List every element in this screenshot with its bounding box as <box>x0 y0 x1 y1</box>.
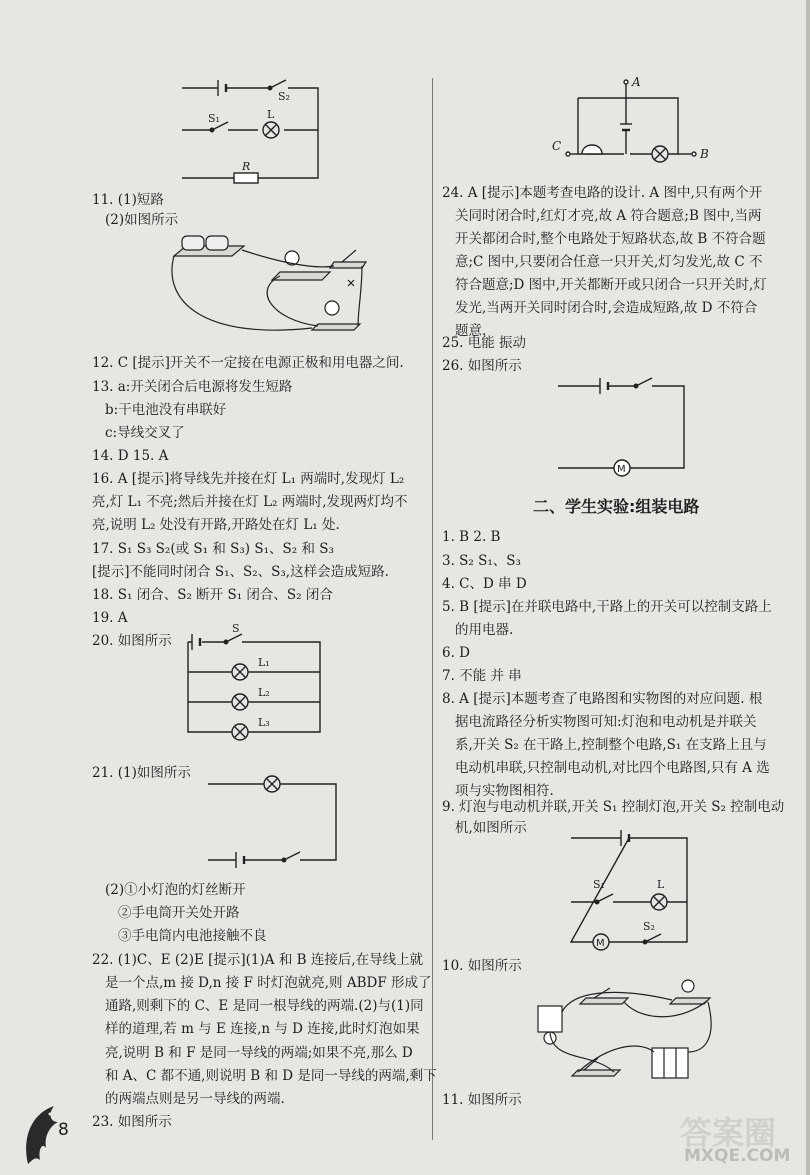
answer-q24-4: 意;C 图中,只要闭合任意一只开关,灯匀发光,故 C 不 <box>455 254 763 270</box>
answer-q17-1: 17. S₁ S₃ S₂(或 S₁ 和 S₃) S₁、S₂ 和 S₃ <box>92 541 334 557</box>
circuit-diagram-q20 <box>180 620 330 750</box>
answer-q25: 25. 电能 振动 <box>442 335 527 351</box>
answer-q11-1: 11. (1)短路 <box>92 192 164 208</box>
label-r: R <box>242 160 251 173</box>
answer-q16-3: 亮,说明 L₂ 处没有开路,开路处在灯 L₁ 处. <box>92 517 340 533</box>
label-a: A <box>632 75 641 89</box>
answer-s3: 3. S₂ S₁、S₃ <box>442 553 521 569</box>
answer-q24-2: 关同时闭合时,红灯才亮,故 A 符合题意;B 图中,当两 <box>455 208 762 224</box>
watermark-brand: 答案圈 <box>680 1114 777 1152</box>
answer-s8-4: 电动机串联,只控制电动机,对比四个电路图,只有 A 选 <box>455 760 770 776</box>
answer-s8-1: 8. A [提示]本题考查了电路图和实物图的对应问题. 根 <box>442 691 763 707</box>
label-b: B <box>700 147 709 161</box>
answer-q13c: c:导线交叉了 <box>105 425 185 441</box>
answer-q11-2: (2)如图所示 <box>105 212 179 228</box>
answer-s1-2: 1. B 2. B <box>442 529 501 545</box>
label-l2: L₂ <box>258 686 270 699</box>
answer-s8-5: 项与实物图相符. <box>455 783 554 799</box>
section-title: 二、学生实验:组装电路 <box>533 497 700 516</box>
answer-s9-1: 9. 灯泡与电动机并联,开关 S₁ 控制灯泡,开关 S₂ 控制电动 <box>442 799 785 815</box>
label-s2-s9: S₂ <box>643 920 655 933</box>
answer-s9-2: 机,如图所示 <box>455 820 527 836</box>
answer-q24-3: 开关都闭合时,整个电路处于短路状态,故 B 不符合题 <box>455 231 766 247</box>
label-l-s9: L <box>657 878 665 891</box>
answer-q24-7: 题意. <box>455 323 487 339</box>
answer-s11: 11. 如图所示 <box>442 1092 522 1108</box>
answer-q22-2: 是一个点,m 接 D,n 接 F 时灯泡就亮,则 ABDF 形成了 <box>105 975 432 991</box>
label-l1: L₁ <box>258 656 270 669</box>
label-m-s9: M <box>596 938 605 949</box>
answer-q22-6: 和 A、C 都不通,则说明 B 和 D 是同一导线的两端,剩下 <box>105 1068 437 1084</box>
label-m-26: M <box>617 464 626 475</box>
answer-q21-4: ③手电筒内电池接触不良 <box>118 928 267 944</box>
answer-q22-5: 亮,说明 B 和 F 是同一导线的两端;如果不亮,那么 D <box>105 1045 413 1061</box>
answer-q20: 20. 如图所示 <box>92 633 172 649</box>
answer-q16-1: 16. A [提示]将导线先并接在灯 L₁ 两端时,发现灯 L₂ <box>92 471 405 487</box>
circuit-diagram-q24 <box>548 74 718 174</box>
answer-s7: 7. 不能 并 串 <box>442 668 522 684</box>
answer-s8-2: 据电流路径分析实物图可知:灯泡和电动机是并联关 <box>455 714 757 730</box>
answer-s8-3: 系,开关 S₂ 在干路上,控制整个电路,S₁ 在支路上且与 <box>455 737 767 753</box>
answer-s10: 10. 如图所示 <box>442 958 522 974</box>
answer-s6: 6. D <box>442 645 470 661</box>
answer-q13b: b:干电池没有串联好 <box>105 402 227 418</box>
answer-q24-1: 24. A [提示]本题考查电路的设计. A 图中,只有两个开 <box>442 185 763 201</box>
label-s1: S₁ <box>208 112 220 125</box>
wiring-diagram-q11 <box>162 220 372 345</box>
wiring-diagram-s10 <box>532 972 722 1087</box>
watermark-site: MXQE.COM <box>684 1146 791 1166</box>
circuit-diagram-q21 <box>200 768 345 868</box>
answer-q24-5: 符合题意;D 图中,开关都断开或只闭合一只开关时,灯 <box>455 277 767 293</box>
answer-q22-7: 的两端点则是另一导线的两端. <box>105 1091 285 1107</box>
label-l: L <box>267 108 275 121</box>
answer-q19: 19. A <box>92 610 128 626</box>
answer-s4: 4. C、D 串 D <box>442 576 527 592</box>
column-divider <box>432 78 433 1140</box>
page-number: 8 <box>58 1120 69 1140</box>
answer-q22-3: 通路,则剩下的 C、E 是同一根导线的两端.(2)与(1)同 <box>105 998 424 1014</box>
page-edge <box>806 0 810 1175</box>
answer-q16-2: 亮,灯 L₁ 不亮;然后并接在灯 L₂ 两端时,发现两灯均不 <box>92 494 408 510</box>
circuit-diagram-q10 <box>170 70 330 190</box>
label-c: C <box>552 139 562 153</box>
answer-q22-4: 样的道理,若 m 与 E 连接,n 与 D 连接,此时灯泡如果 <box>105 1021 420 1037</box>
answer-s5-2: 的用电器. <box>455 622 514 638</box>
answer-q21-2: (2)①小灯泡的灯丝断开 <box>105 882 246 898</box>
answer-q23: 23. 如图所示 <box>92 1114 172 1130</box>
answer-q12: 12. C [提示]开关不一定接在电源正极和用电器之间. <box>92 355 404 371</box>
answer-s5-1: 5. B [提示]在并联电路中,干路上的开关可以控制支路上 <box>442 599 772 615</box>
answer-q21-3: ②手电筒开关处开路 <box>118 905 240 921</box>
answer-q13: 13. a:开关闭合后电源将发生短路 <box>92 379 293 395</box>
answer-q17-2: [提示]不能同时闭合 S₁、S₂、S₃,这样会造成短路. <box>92 564 389 580</box>
answer-q21-1: 21. (1)如图所示 <box>92 765 191 781</box>
answer-q24-6: 发光,当两开关同时闭合时,会造成短路,故 D 不符合 <box>455 300 758 316</box>
label-s1-s9: S₁ <box>593 878 605 891</box>
label-s: S <box>232 622 240 635</box>
circuit-diagram-s9 <box>565 830 695 955</box>
answer-q14-15: 14. D 15. A <box>92 448 169 464</box>
label-s2: S₂ <box>278 90 290 103</box>
answer-q18: 18. S₁ 闭合、S₂ 断开 S₁ 闭合、S₂ 闭合 <box>92 587 333 603</box>
answer-q22-1: 22. (1)C、E (2)E [提示](1)A 和 B 连接后,在导线上就 <box>92 952 424 968</box>
answer-q26: 26. 如图所示 <box>442 358 522 374</box>
label-l3: L₃ <box>258 716 270 729</box>
circuit-diagram-q26 <box>552 372 692 482</box>
